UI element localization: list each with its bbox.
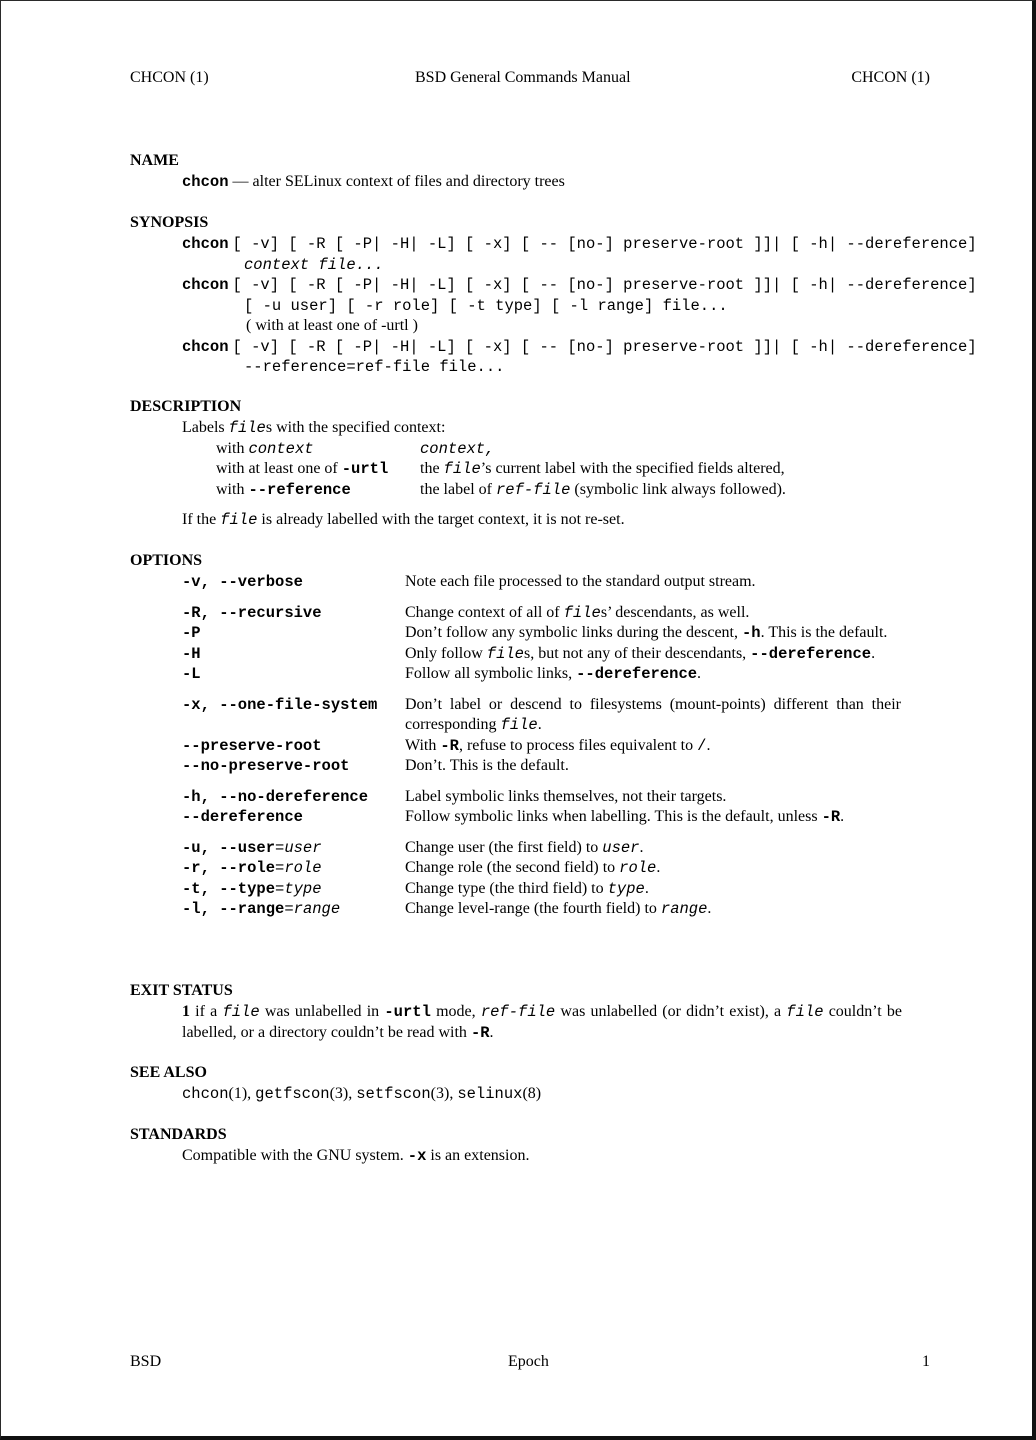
option-no-dereference: -h, --no-dereference Label symbolic links themselves, not their targets. (182, 787, 727, 806)
section-see-also (130, 1063, 910, 1105)
option-type: -t, --type=type Change type (the third field) to type. (182, 879, 649, 898)
footer-left: BSD (130, 1353, 162, 1370)
option-no-preserve-root: --no-preserve-root Don’t. This is the default. (182, 757, 569, 775)
command-name: chcon (182, 276, 229, 294)
synopsis-line-2 (182, 275, 977, 296)
command-name: chcon (182, 173, 229, 191)
section-standards (130, 1125, 910, 1167)
section-heading: EXIT STATUS (130, 982, 233, 999)
section-heading: DESCRIPTION (130, 398, 242, 415)
synopsis-args-1: context file... (244, 255, 384, 274)
option-preserve-root: --preserve-root With -R, refuse to process files equivalent to /. (182, 736, 711, 755)
table-row: with context context, (216, 439, 495, 458)
page-header (130, 68, 930, 90)
header-right: CHCON (1) (851, 69, 930, 86)
option-role: -r, --role=role Change role (the second field) to role. (182, 859, 661, 877)
synopsis-options: [ -v] [ -R [ -P| -H| -L] [ -x] [ -- [no-] preserve-root ]]| [ -h| --dereference] (232, 276, 977, 294)
see-also-ref-chcon[interactable]: chcon(1) (182, 1085, 248, 1103)
table-row: with at least one of -urtl the file’s current label with the specified fields altered, (216, 460, 785, 478)
section-heading: SYNOPSIS (130, 214, 209, 231)
section-heading: OPTIONS (130, 552, 203, 569)
header-center: BSD General Commands Manual (415, 69, 631, 86)
section-synopsis (130, 213, 977, 378)
section-exit-status (130, 981, 910, 1043)
synopsis-line-1 (182, 234, 977, 255)
section-heading: SEE ALSO (130, 1064, 207, 1081)
description-note: If the file is already labelled with the target context, it is not re-set. (182, 511, 625, 529)
description-intro: Labels files with the specified context: (182, 419, 446, 437)
section-name (130, 151, 910, 193)
section-heading: NAME (130, 152, 179, 169)
option-range: -l, --range=range Change level-range (the fourth field) to range. (182, 900, 712, 918)
option-H: -H Only follow files, but not any of their descendants, --dereference. (182, 644, 876, 663)
option-verbose: -v, --verbose Note each file processed to the standard output stream. (182, 573, 756, 591)
see-also-ref-selinux[interactable]: selinux(8) (457, 1085, 542, 1103)
table-row: with --reference the label of ref-file (symbolic link always followed). (216, 480, 786, 499)
footer-center: Epoch (508, 1353, 549, 1370)
synopsis-args-3: --reference=ref-file file... (244, 358, 505, 376)
command-name: chcon (182, 235, 229, 253)
synopsis-options: [ -v] [ -R [ -P| -H| -L] [ -x] [ -- [no-] preserve-root ]]| [ -h| --dereference] (232, 235, 977, 253)
synopsis-options: [ -v] [ -R [ -P| -H| -L] [ -x] [ -- [no-] preserve-root ]]| [ -h| --dereference] (232, 337, 977, 356)
header-left: CHCON (1) (130, 69, 209, 86)
see-also-ref-setfscon[interactable]: setfscon(3) (356, 1085, 450, 1103)
command-name: chcon (182, 337, 229, 356)
name-line (130, 172, 910, 193)
synopsis-line-3 (182, 337, 977, 358)
page-number: 1 (922, 1353, 930, 1370)
section-options (130, 551, 910, 920)
page-footer (130, 1352, 930, 1374)
option-L: -L Follow all symbolic links, --dereference. (182, 665, 702, 683)
see-also-list: chcon(1), getfscon(3), setfscon(3), selinux(8) (182, 1085, 542, 1103)
option-dereference: --dereference Follow symbolic links when labelling. This is the default, unless -R. (182, 808, 845, 826)
standards-text: Compatible with the GNU system. -x is an extension. (182, 1147, 530, 1165)
option-P: -P Don’t follow any symbolic links during the descent, -h. This is the default. (182, 624, 888, 642)
exit-status-text: 1 if a file was unlabelled in -urtl mode, ref-file was unlabelled (or didn’t exist), a file couldn’t be labelled, or a directory couldn’t be read with -R. (182, 1003, 903, 1042)
name-description: — alter SELinux context of files and directory trees (232, 173, 565, 190)
option-one-file-system: -x, --one-file-system Don’t label or descend to filesystems (mount-points) different than their corresponding file. (182, 695, 901, 734)
section-description (130, 397, 910, 531)
synopsis-args-2: [ -u user] [ -r role] [ -t type] [ -l range] file... (244, 296, 728, 315)
description-table (216, 439, 910, 501)
section-heading: STANDARDS (130, 1126, 227, 1143)
see-also-ref-getfscon[interactable]: getfscon(3) (255, 1085, 349, 1103)
synopsis-note: ( with at least one of -urtl ) (246, 317, 418, 334)
option-user: -u, --user=user Change user (the first field) to user. (182, 838, 644, 857)
option-recursive: -R, --recursive Change context of all of files’ descendants, as well. (182, 603, 750, 622)
